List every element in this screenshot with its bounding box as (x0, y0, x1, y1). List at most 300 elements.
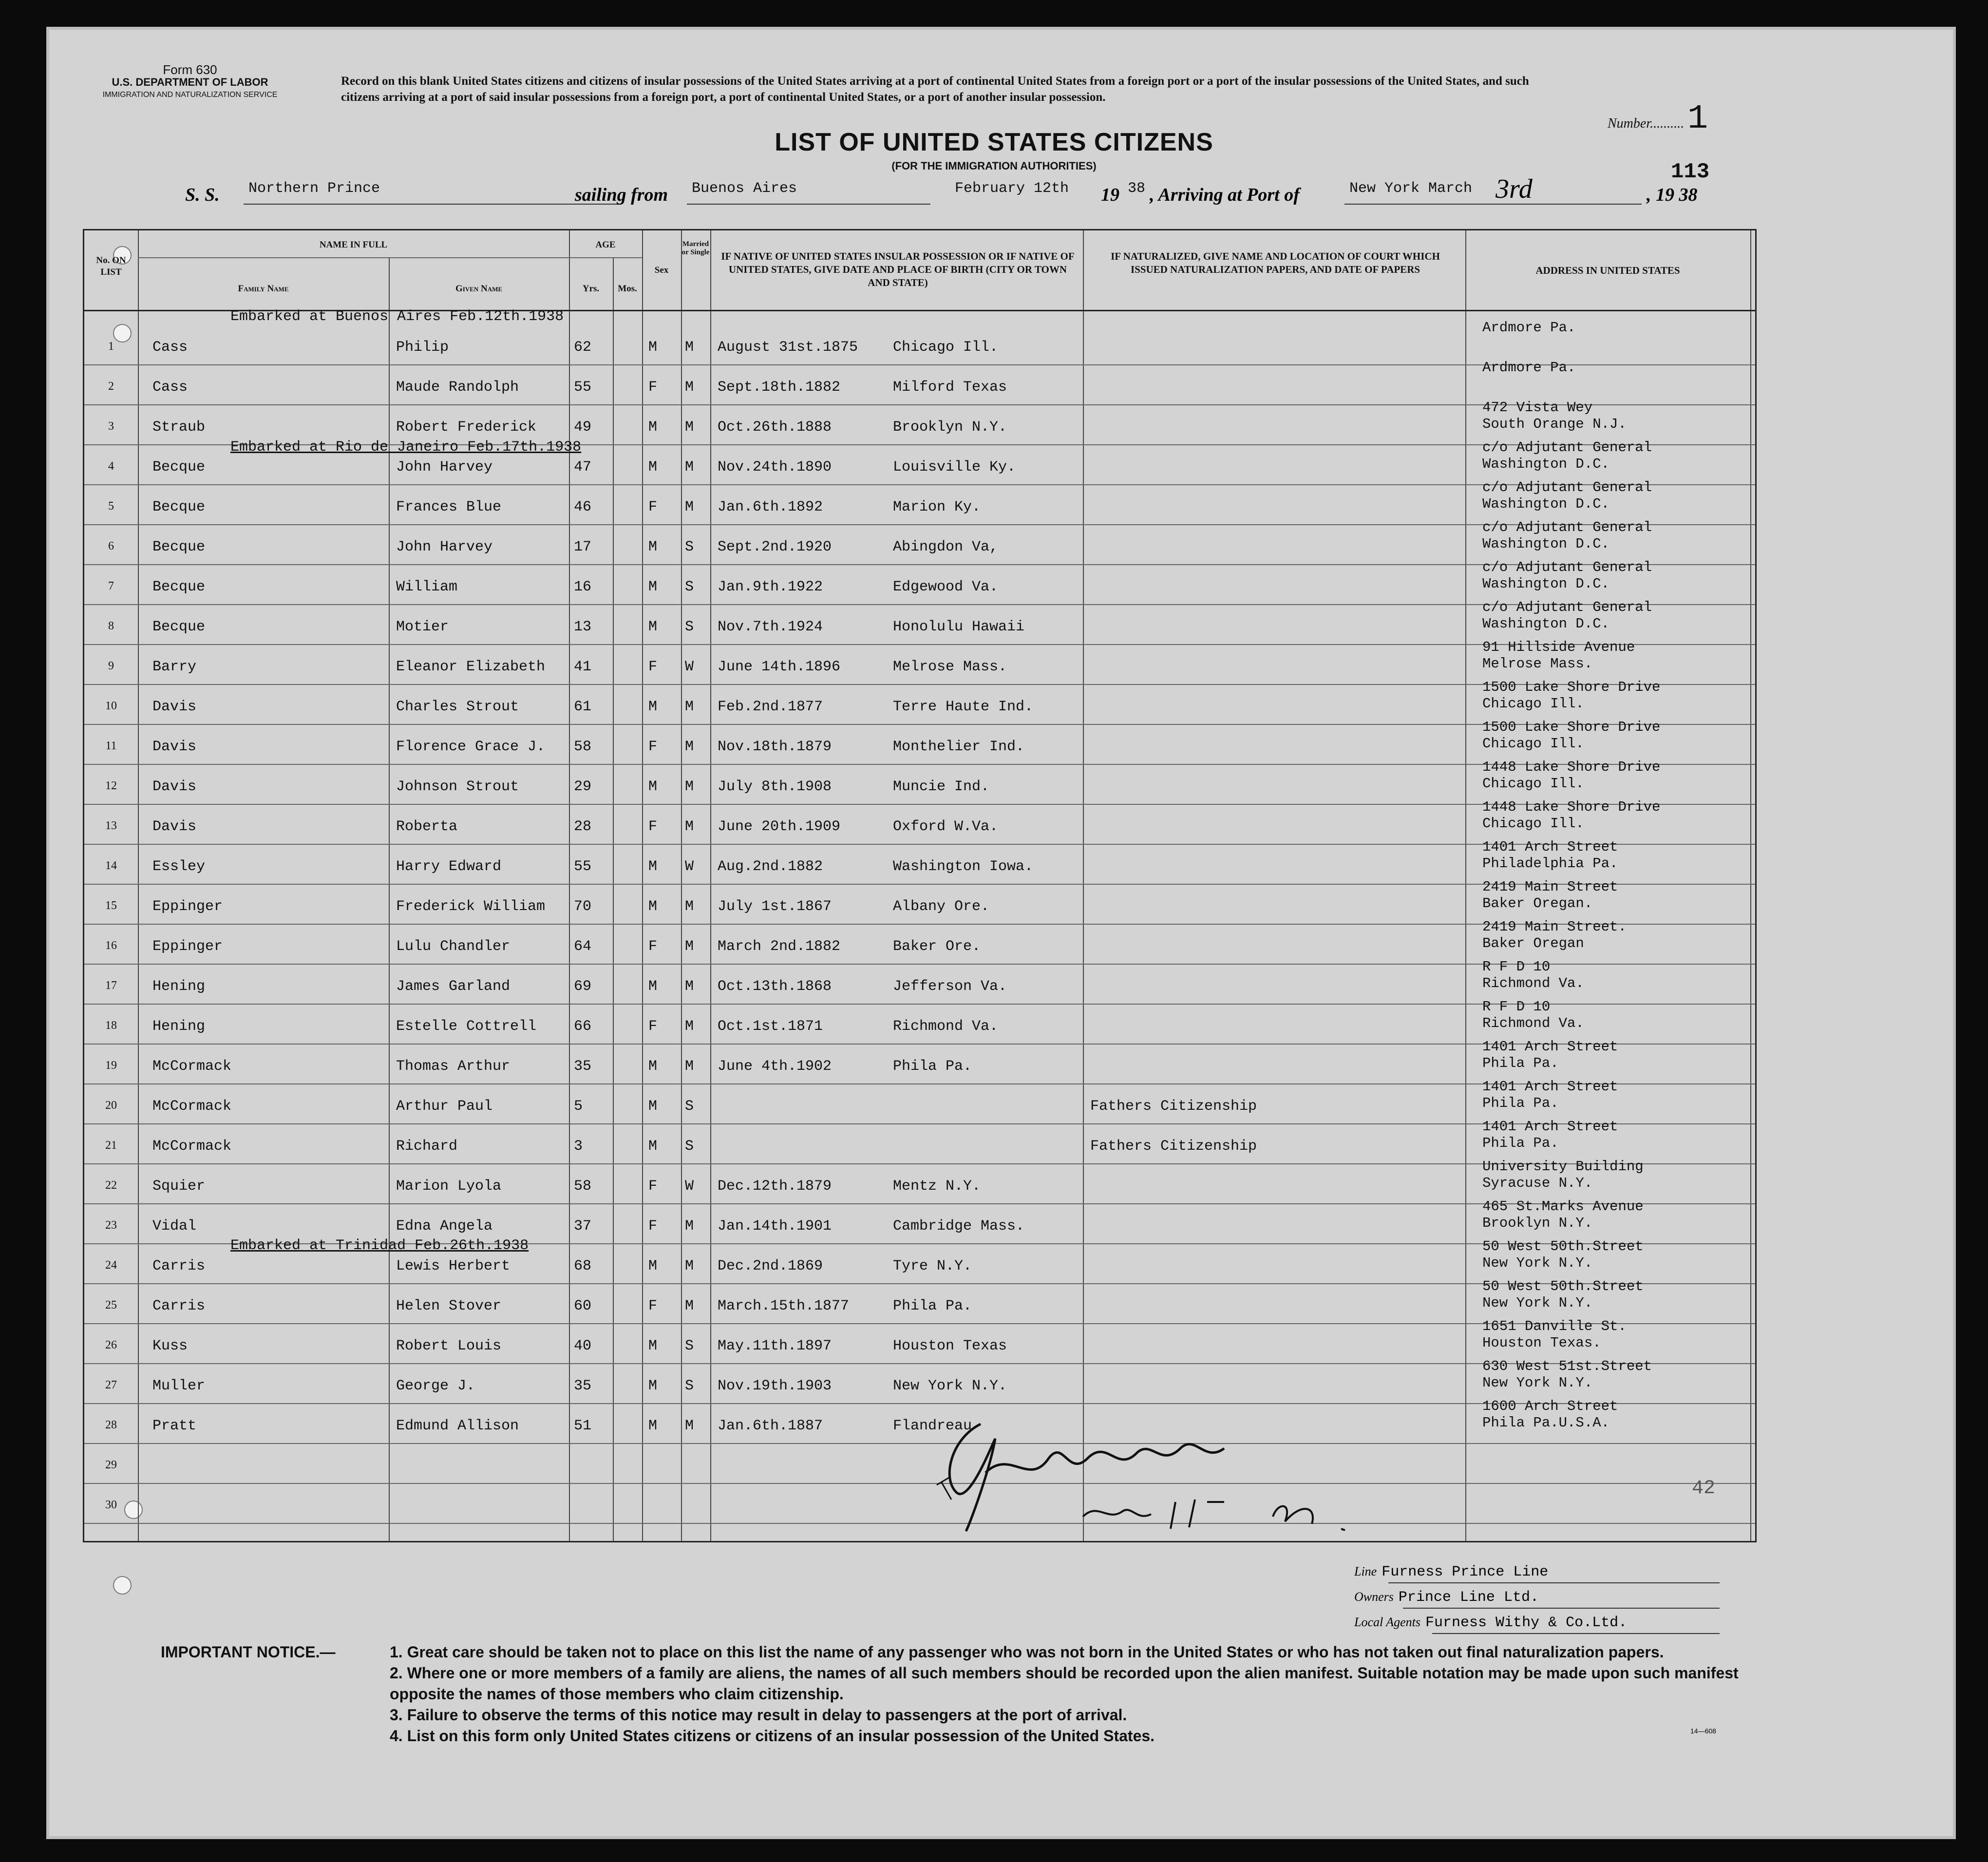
address (1482, 1278, 1644, 1311)
address-line: Washington D.C. (1482, 456, 1610, 472)
punch-hole (113, 1576, 132, 1595)
address (1482, 519, 1652, 552)
important-notice (161, 1642, 1768, 1747)
sailing-from-label: sailing from (575, 185, 668, 205)
row-number: 26 (105, 1339, 117, 1351)
marital-status: S (685, 1378, 694, 1394)
address-line: c/o Adjutant General (1482, 559, 1652, 575)
notice-item-1: 1. Great care should be taken not to place on this list the name of any passenger who was not born in the United States or who has not taken out final naturalization papers. (390, 1643, 1664, 1661)
age-years: 62 (574, 339, 592, 356)
address (1482, 320, 1575, 336)
birth-date: Sept.2nd.1920 (718, 539, 832, 555)
row-number: 11 (105, 740, 117, 752)
birth-place: Chicago Ill. (893, 339, 999, 356)
naturalization-note: Fathers Citizenship (1090, 1098, 1257, 1115)
given-name: Frances Blue (396, 499, 502, 515)
address-line: New York N.Y. (1482, 1295, 1593, 1311)
given-name: Motier (396, 619, 449, 635)
marital-status: S (685, 1338, 694, 1354)
age-years: 47 (574, 459, 592, 475)
birth-place: Phila Pa. (893, 1058, 972, 1075)
address-line: 2419 Main Street (1482, 879, 1618, 895)
number-label: Number.......... 1 (1608, 100, 1708, 138)
birth-date: Jan.6th.1887 (718, 1418, 823, 1434)
address (1482, 1159, 1644, 1192)
sex: F (648, 938, 658, 955)
notice-item-3: 3. Failure to observe the terms of this notice may result in delay to passengers at the port of arrival. (390, 1706, 1127, 1724)
marital-status: M (685, 1418, 694, 1434)
given-name: Florence Grace J. (396, 739, 546, 755)
address-line: Brooklyn N.Y. (1482, 1215, 1593, 1231)
family-name: Becque (152, 499, 206, 515)
row-number: 23 (105, 1219, 117, 1232)
age-years: 66 (574, 1018, 592, 1035)
age-years: 49 (574, 419, 592, 436)
address (1482, 1238, 1644, 1272)
birth-place: Jefferson Va. (893, 978, 1007, 995)
age-years: 35 (574, 1058, 592, 1075)
birth-place: Richmond Va. (893, 1018, 999, 1035)
sex: F (648, 1178, 658, 1195)
birth-place: Melrose Mass. (893, 659, 1007, 675)
marital-status: W (685, 659, 694, 675)
embarkation-buenos-aires: Embarked at Buenos Aires Feb.12th.1938 (230, 308, 564, 325)
address-line: Houston Texas. (1482, 1335, 1601, 1351)
age-years: 55 (574, 858, 592, 875)
address-line: Phila Pa. (1482, 1135, 1559, 1151)
address-line: Chicago Ill. (1482, 816, 1584, 832)
birth-date: Dec.2nd.1869 (718, 1258, 823, 1274)
address (1482, 399, 1627, 433)
family-name: Davis (152, 739, 197, 755)
naturalization-note: Fathers Citizenship (1090, 1138, 1257, 1155)
age-years: 51 (574, 1418, 592, 1434)
number-value: 1 (1687, 100, 1708, 138)
marital-status: M (685, 978, 694, 995)
address-line: Baker Oregan. (1482, 895, 1593, 912)
address (1482, 1358, 1652, 1391)
family-name: Eppinger (152, 938, 223, 955)
sex: F (648, 659, 658, 675)
family-name: Davis (152, 699, 197, 715)
row-number: 12 (105, 779, 117, 792)
marital-status: M (685, 1058, 694, 1075)
age-years: 58 (574, 1178, 592, 1195)
family-name: Kuss (152, 1338, 188, 1354)
address-line: Washington D.C. (1482, 616, 1610, 632)
address-line: New York N.Y. (1482, 1255, 1593, 1271)
sex: M (648, 619, 658, 635)
form-code: 14—608 (1690, 1727, 1716, 1735)
birth-date: Jan.14th.1901 (718, 1218, 832, 1235)
address (1482, 360, 1575, 376)
sex: M (648, 1098, 658, 1115)
address-line: University Building (1482, 1159, 1644, 1175)
col-name-in-full: NAME IN FULL (319, 240, 388, 250)
address-line: Syracuse N.Y. (1482, 1175, 1593, 1191)
address (1482, 759, 1660, 792)
address-line: Chicago Ill. (1482, 736, 1584, 752)
row-number: 6 (108, 540, 114, 552)
col-birth: IF NATIVE OF UNITED STATES INSULAR POSSESSION OR IF NATIVE OF UNITED STATES, GIVE DATE AND PLACE OF BIRTH (CITY OR TOWN AND STATE) (721, 250, 1075, 288)
birth-place: Marion Ky. (893, 499, 981, 515)
given-name: Edna Angela (396, 1218, 493, 1235)
form-number: Form 630 (163, 62, 217, 77)
birth-date: Nov.18th.1879 (718, 739, 832, 755)
address-line: 91 Hillside Avenue (1482, 639, 1635, 655)
given-name: Eleanor Elizabeth (396, 659, 546, 675)
marital-status: M (685, 419, 694, 436)
row-number: 19 (105, 1059, 117, 1072)
sex: M (648, 459, 658, 475)
birth-place: Monthelier Ind. (893, 739, 1025, 755)
given-name: John Harvey (396, 539, 493, 555)
birth-date: Sept.18th.1882 (718, 379, 841, 396)
sex: M (648, 419, 658, 436)
row-number: 30 (105, 1499, 117, 1511)
owners-field: Owners Prince Line Ltd. (1354, 1589, 1539, 1606)
marital-status: M (685, 739, 694, 755)
sex: M (648, 1258, 658, 1274)
family-name: Hening (152, 1018, 206, 1035)
departure-port: Buenos Aires (692, 180, 797, 197)
age-years: 17 (574, 539, 592, 555)
address-line: Richmond Va. (1482, 975, 1584, 991)
family-name: Davis (152, 818, 197, 835)
notice-item-4: 4. List on this form only United States citizens or citizens of an insular possession of the United States. (390, 1727, 1155, 1745)
birth-date: Nov.24th.1890 (718, 459, 832, 475)
family-name: McCormack (152, 1138, 232, 1155)
age-years: 5 (574, 1098, 583, 1115)
notice-item-2: 2. Where one or more members of a family are aliens, the names of all such members should be recorded upon the alien manifest. Suitable notation may be made upon such manifest opposite the names of those members who claim citizenship. (390, 1664, 1739, 1703)
address (1482, 959, 1584, 992)
sex: F (648, 499, 658, 515)
address-line: Philadelphia Pa. (1482, 855, 1618, 872)
marital-status: M (685, 459, 694, 475)
col-mos: Mos. (618, 284, 637, 294)
birth-date: Feb.2nd.1877 (718, 699, 823, 715)
address-line: Ardmore Pa. (1482, 360, 1576, 376)
family-name: Vidal (152, 1218, 197, 1235)
birth-date: July 1st.1867 (718, 898, 832, 915)
birth-date: Oct.13th.1868 (718, 978, 832, 995)
family-name: Squier (152, 1178, 206, 1195)
sex: F (648, 1298, 658, 1314)
address (1482, 719, 1660, 752)
given-name: John Harvey (396, 459, 493, 475)
birth-place: Houston Texas (893, 1338, 1007, 1354)
address-line: 1500 Lake Shore Drive (1482, 679, 1661, 695)
row-number: 20 (105, 1099, 117, 1112)
notice-lead: IMPORTANT NOTICE.— (161, 1643, 336, 1661)
age-years: 13 (574, 619, 592, 635)
family-name: Eppinger (152, 898, 223, 915)
row-number: 28 (105, 1419, 117, 1431)
page-title: LIST OF UNITED STATES CITIZENS (775, 128, 1213, 156)
address-line: 630 West 51st.Street (1482, 1358, 1652, 1374)
marital-status: M (685, 779, 694, 795)
birth-date: Nov.19th.1903 (718, 1378, 832, 1394)
birth-place: Phila Pa. (893, 1298, 972, 1314)
birth-date: June 20th.1909 (718, 818, 841, 835)
address-line: c/o Adjutant General (1482, 519, 1652, 535)
birth-place: Albany Ore. (893, 898, 990, 915)
address (1482, 1318, 1627, 1351)
birth-place: Honolulu Hawaii (893, 619, 1025, 635)
embarkation-rio: Embarked at Rio de Janeiro Feb.17th.1938 (230, 439, 582, 456)
address-line: 1600 Arch Street (1482, 1398, 1618, 1414)
given-name: Lulu Chandler (396, 938, 511, 955)
birth-date: Oct.26th.1888 (718, 419, 832, 436)
row-number: 10 (105, 700, 117, 712)
given-name: Richard (396, 1138, 458, 1155)
birth-date: Jan.6th.1892 (718, 499, 823, 515)
birth-place: Flandreau (893, 1418, 972, 1434)
age-years: 40 (574, 1338, 592, 1354)
row-number: 27 (105, 1379, 117, 1391)
page-subtitle: (FOR THE IMMIGRATION AUTHORITIES) (891, 160, 1097, 172)
ss-label: S. S. (185, 185, 220, 205)
birth-place: Muncie Ind. (893, 779, 990, 795)
age-years: 46 (574, 499, 592, 515)
owners-value: Prince Line Ltd. (1398, 1589, 1539, 1606)
age-years: 28 (574, 818, 592, 835)
birth-date: Oct.1st.1871 (718, 1018, 823, 1035)
age-years: 58 (574, 739, 592, 755)
age-years: 69 (574, 978, 592, 995)
sex: M (648, 898, 658, 915)
address (1482, 639, 1635, 672)
family-name: Muller (152, 1378, 206, 1394)
marital-status: M (685, 898, 694, 915)
col-no: No. ON LIST (96, 255, 126, 277)
marital-status: M (685, 1018, 694, 1035)
row-number: 16 (105, 939, 117, 952)
given-name: Marion Lyola (396, 1178, 502, 1195)
marital-status: M (685, 1258, 694, 1274)
voyage-line (185, 174, 1720, 209)
arrival-day: 3rd (1496, 174, 1533, 204)
col-age: AGE (595, 240, 616, 250)
sex: M (648, 1138, 658, 1155)
address (1482, 839, 1618, 872)
marital-status: M (685, 499, 694, 515)
embarkation-trinidad: Embarked at Trinidad Feb.26th.1938 (230, 1237, 529, 1254)
sex: M (648, 978, 658, 995)
service-name: IMMIGRATION AND NATURALIZATION SERVICE (102, 91, 278, 99)
sex: F (648, 739, 658, 755)
birth-place: New York N.Y. (893, 1378, 1007, 1394)
address (1482, 879, 1618, 912)
birth-date: August 31st.1875 (718, 339, 858, 356)
address (1482, 439, 1652, 473)
marital-status: M (685, 938, 694, 955)
birth-place: Edgewood Va. (893, 579, 999, 595)
header-instructions: Record on this blank United States citizens and citizens of insular possessions of the United States arriving at a port of continental United States from a foreign port or a port of the insular possessions of the United States, and such citizens arriving at a port of said insular possessions from a foreign port, a port of continental United States, or a port of another insular possession. (341, 75, 1529, 104)
address (1482, 1039, 1618, 1072)
birth-date: July 8th.1908 (718, 779, 832, 795)
address-line: Melrose Mass. (1482, 656, 1593, 672)
col-married-single: Married or Single (682, 240, 710, 256)
given-name: Johnson Strout (396, 779, 519, 795)
address-line: Washington D.C. (1482, 496, 1610, 512)
family-name: McCormack (152, 1098, 232, 1115)
marital-status: M (685, 699, 694, 715)
address-line: Phila Pa.U.S.A. (1482, 1415, 1610, 1431)
family-name: Carris (152, 1258, 206, 1274)
sex: M (648, 699, 658, 715)
address-line: South Orange N.J. (1482, 416, 1627, 432)
family-name: Davis (152, 779, 197, 795)
family-name: Becque (152, 539, 206, 555)
sex: M (648, 1418, 658, 1434)
row-number: 15 (105, 899, 117, 912)
address-line: Phila Pa. (1482, 1055, 1559, 1071)
birth-date: Dec.12th.1879 (718, 1178, 832, 1195)
age-years: 41 (574, 659, 592, 675)
address-line: 1401 Arch Street (1482, 1039, 1618, 1055)
address (1482, 1079, 1618, 1112)
age-years: 35 (574, 1378, 592, 1394)
address-line: Richmond Va. (1482, 1015, 1584, 1031)
age-years: 68 (574, 1258, 592, 1274)
age-years: 64 (574, 938, 592, 955)
sail-year: 38 (1128, 180, 1146, 197)
address (1482, 479, 1652, 513)
address-line: Washington D.C. (1482, 576, 1610, 592)
sex: M (648, 579, 658, 595)
marital-status: M (685, 339, 694, 356)
given-name: James Garland (396, 978, 511, 995)
row-number: 21 (105, 1139, 117, 1152)
row-number: 8 (108, 620, 114, 632)
family-name: Cass (152, 379, 188, 396)
given-name: Roberta (396, 818, 458, 835)
birth-place: Abingdon Va, (893, 539, 999, 555)
row-number: 3 (108, 420, 114, 433)
form-identifier (88, 63, 292, 101)
address-line: 1401 Arch Street (1482, 1119, 1618, 1135)
official-signature (922, 1419, 1419, 1536)
row-number: 5 (108, 500, 114, 513)
family-name: Becque (152, 619, 206, 635)
row-number: 24 (105, 1259, 117, 1272)
given-name: Lewis Herbert (396, 1258, 511, 1274)
given-name: Arthur Paul (396, 1098, 493, 1115)
birth-date: Nov.7th.1924 (718, 619, 823, 635)
family-name: Hening (152, 978, 206, 995)
row-number: 1 (108, 340, 114, 353)
line-field: Line Furness Prince Line (1354, 1564, 1549, 1580)
marital-status: W (685, 858, 694, 875)
address (1482, 919, 1627, 952)
address-line: c/o Adjutant General (1482, 439, 1652, 456)
line-value: Furness Prince Line (1382, 1564, 1549, 1580)
birth-date: March.15th.1877 (718, 1298, 850, 1314)
page-number: 113 (1671, 160, 1710, 184)
address-line: Chicago Ill. (1482, 776, 1584, 792)
sex: M (648, 339, 658, 356)
row-number: 18 (105, 1019, 117, 1032)
address-line: 50 West 50th.Street (1482, 1238, 1644, 1254)
arrival-year: , 19 38 (1647, 185, 1698, 205)
given-name: Maude Randolph (396, 379, 519, 396)
row-number: 14 (105, 859, 117, 872)
department-name: U.S. DEPARTMENT OF LABOR (112, 76, 268, 88)
row-number: 9 (108, 660, 114, 672)
given-name: Robert Frederick (396, 419, 537, 436)
birth-place: Tyre N.Y. (893, 1258, 972, 1274)
family-name: Becque (152, 459, 206, 475)
arriving-label: , Arriving at Port of (1150, 185, 1300, 205)
given-name: Estelle Cottrell (396, 1018, 537, 1035)
age-years: 37 (574, 1218, 592, 1235)
agents-field: Local Agents Furness Withy & Co.Ltd. (1354, 1615, 1628, 1631)
sex: M (648, 858, 658, 875)
address (1482, 1398, 1618, 1431)
given-name: Edmund Allison (396, 1418, 519, 1434)
given-name: Helen Stover (396, 1298, 502, 1314)
marital-status: S (685, 1098, 694, 1115)
birth-place: Mentz N.Y. (893, 1178, 981, 1195)
ship-name: Northern Prince (248, 180, 380, 197)
address-line: 465 St.Marks Avenue (1482, 1198, 1644, 1215)
address-line: Chicago Ill. (1482, 696, 1584, 712)
row-number: 29 (105, 1459, 117, 1471)
sail-date: February 12th (955, 180, 1069, 197)
bottom-mark: 42 (1692, 1478, 1716, 1500)
birth-place: Baker Ore. (893, 938, 981, 955)
birth-date: June 4th.1902 (718, 1058, 832, 1075)
address (1482, 799, 1660, 832)
arrival-port: New York March (1349, 180, 1473, 197)
address-line: R F D 10 (1482, 999, 1551, 1015)
row-number: 4 (108, 460, 114, 473)
birth-date: May.11th.1897 (718, 1338, 832, 1354)
address-line: 472 Vista Wey (1482, 399, 1593, 416)
address-line: Ardmore Pa. (1482, 320, 1576, 336)
address (1482, 599, 1652, 632)
age-years: 29 (574, 779, 592, 795)
marital-status: S (685, 619, 694, 635)
address-line: 1500 Lake Shore Drive (1482, 719, 1661, 735)
address (1482, 1119, 1618, 1152)
age-years: 60 (574, 1298, 592, 1314)
address-line: 1448 Lake Shore Drive (1482, 799, 1661, 815)
sex: M (648, 1338, 658, 1354)
passenger-table (83, 229, 1757, 1542)
address-line: 1448 Lake Shore Drive (1482, 759, 1661, 775)
address-line: 1401 Arch Street (1482, 1079, 1618, 1095)
marital-status: M (685, 1298, 694, 1314)
row-number: 17 (105, 979, 117, 992)
birth-date: Jan.9th.1922 (718, 579, 823, 595)
birth-place: Washington Iowa. (893, 858, 1034, 875)
given-name: Philip (396, 339, 449, 356)
row-number: 13 (105, 819, 117, 832)
address-line: R F D 10 (1482, 959, 1551, 975)
address-line: Baker Oregan (1482, 935, 1584, 951)
row-number: 25 (105, 1299, 117, 1311)
sex: F (648, 818, 658, 835)
address-line: Washington D.C. (1482, 536, 1610, 552)
sail-year-prefix: 19 (1101, 185, 1119, 205)
birth-place: Terre Haute Ind. (893, 699, 1034, 715)
marital-status: S (685, 539, 694, 555)
col-given-name: Given Name (455, 284, 503, 294)
address (1482, 679, 1660, 712)
given-name: Robert Louis (396, 1338, 502, 1354)
